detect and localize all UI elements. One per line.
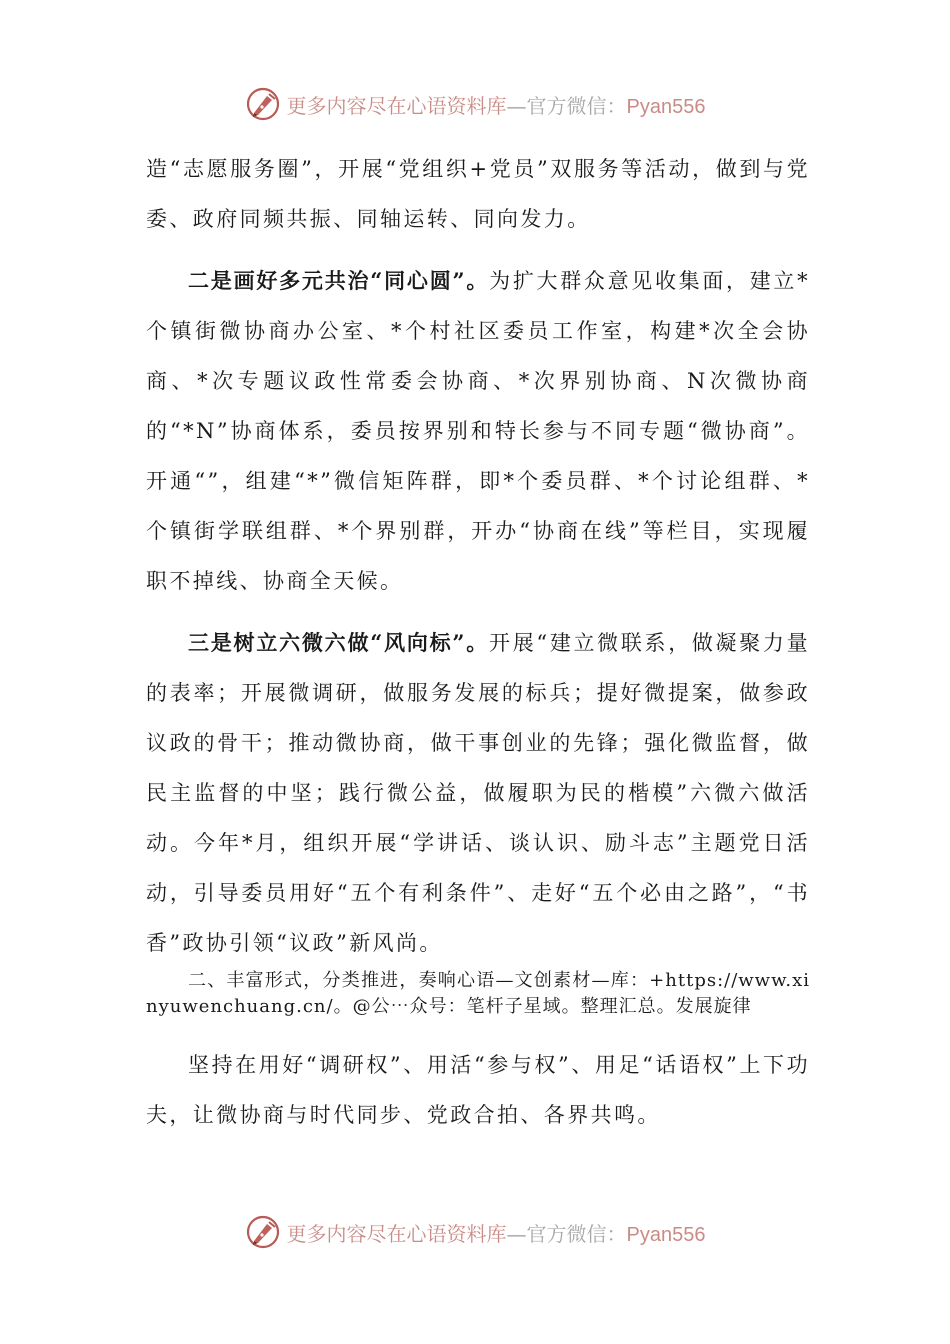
paragraph-body-fengxiangbiao: 开展“建立微联系，做凝聚力量的表率；开展微调研，做服务发展的标兵；提好微提案，做参政议政的骨干；推动微协商，做干事创业的先锋；强化微监督，做民主监督的中坚；践行微公益，做履职为民的楷模”六微六做活动。今年*月，组织开展“学讲话、谈认识、励斗志”主题党日活动，引导委员用好“五个有利条件”、走好“五个必由之路”，“书香”政协引领“议政”新风尚。 (146, 631, 810, 955)
pen-nib-circle-icon (245, 1214, 281, 1250)
pen-nib-circle-icon (245, 86, 281, 122)
header-banner (0, 80, 950, 128)
paragraph-fengxiangbiao (146, 618, 810, 968)
paragraph-tongxinyuan (146, 256, 810, 606)
paragraph-body-tongxinyuan: 为扩大群众意见收集面，建立*个镇街微协商办公室、*个村社区委员工作室，构建*次全会协商、*次专题议政性常委会协商、*次界别协商、N次微协商的“*N”协商体系，委员按界别和特长参与不同专题“微协商”。开通“”，组建“*”微信矩阵群，即*个委员群、*个讨论组群、*个镇街学联组群、*个界别群，开办“协商在线”等栏目，实现履职不掉线、协商全天候。 (146, 269, 810, 593)
section-heading-two: 二、丰富形式，分类推进，奏响心语—文创素材—库：+https://www.xinyuwenchuang.cn/。@公⋯众号：笔杆子星域。整理汇总。发展旋律 (146, 970, 810, 1017)
banner-text (287, 90, 706, 119)
banner-wechat-label: 官方微信： (526, 93, 627, 118)
paragraph-lead-fengxiangbiao: 三是树立六微六做“风向标”。 (188, 630, 490, 655)
document-body (146, 144, 810, 1140)
banner-wechat-id: Pyan556 (626, 1223, 706, 1246)
banner-separator: — (506, 1221, 527, 1246)
footer-banner (0, 1208, 950, 1256)
banner-main: 更多内容尽在心语资料库 (286, 93, 507, 118)
paragraph-continuation: 造“志愿服务圈”，开展“党组织+党员”双服务等活动，做到与党委、政府同频共振、同轴运转、同向发力。 (146, 157, 810, 231)
banner-separator: — (506, 93, 527, 118)
banner-text (287, 1218, 706, 1247)
banner-wechat-label: 官方微信： (526, 1221, 627, 1246)
banner-main: 更多内容尽在心语资料库 (286, 1221, 507, 1246)
paragraph-lead-tongxinyuan: 二是画好多元共治“同心圆”。 (188, 268, 490, 293)
banner-wechat-id: Pyan556 (626, 95, 706, 118)
paragraph-section-two-intro: 坚持在用好“调研权”、用活“参与权”、用足“话语权”上下功夫，让微协商与时代同步、党政合拍、各界共鸣。 (146, 1053, 810, 1127)
